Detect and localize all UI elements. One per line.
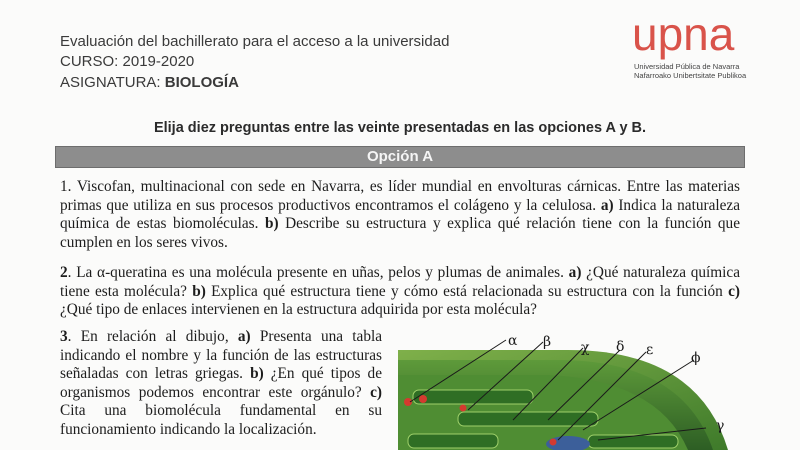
option-a-header: Opción A (55, 146, 745, 168)
label-gamma: γ (716, 418, 725, 434)
exam-title: Evaluación del bachillerato para el acceso a la universidad (60, 33, 450, 50)
question-1: 1. Viscofan, multinacional con sede en Navarra, es líder mundial en envolturas cárnicas. Entre las materias primas que utiliza en sus procesos productivos encontramos el colágeno y la celulosa. a) Indica la naturaleza química de estas biomoléculas. b) Describe su estructura y explica qué relación tiene con la función que cumplen en los seres vivos. (60, 178, 740, 251)
question-3: 3. En relación al dibujo, a) Presenta una tabla indicando el nombre y la función de las estructuras señaladas con letras griegas. b) ¿En qué tipos de organismos podemos encontrar este orgánulo? c) Cita una biomolécula fundamental en su funcionamiento indicando la localización. (60, 328, 383, 438)
thylakoid-stack-1 (413, 390, 533, 404)
thylakoid-stack-4 (588, 435, 678, 448)
label-delta: δ (616, 339, 625, 355)
ribosome-3 (460, 405, 467, 412)
label-alpha: α (508, 333, 518, 349)
upna-logo: upna (632, 8, 735, 60)
label-chi: χ (581, 340, 590, 356)
ribosome-2 (419, 395, 427, 403)
subject-line: ASIGNATURA: BIOLOGÍA (60, 74, 239, 91)
instructions: Elija diez preguntas entre las veinte presentadas en las opciones A y B. (153, 120, 647, 136)
logo-subtitle-es: Universidad Pública de Navarra (634, 62, 740, 71)
thylakoid-stack-2 (458, 412, 598, 426)
thylakoid-stack-3 (408, 434, 498, 448)
logo-subtitle-eu: Nafarroako Unibertsitate Publikoa (634, 71, 747, 80)
ribosome-4 (550, 439, 557, 446)
label-epsilon: ε (646, 342, 654, 358)
chloroplast-figure (398, 330, 738, 450)
course-line: CURSO: 2019-2020 (60, 53, 195, 70)
question-2: 2. La α-queratina es una molécula presente en uñas, pelos y plumas de animales. a) ¿Qué naturaleza química tiene esta molécula? b) Explica qué estructura tiene y cómo está relacionada su estructura con la función c) ¿Qué tipo de enlaces intervienen en la estructura adquirida por esta molécula? (60, 264, 740, 318)
label-beta: β (543, 334, 552, 350)
label-phi: ϕ (691, 350, 701, 366)
